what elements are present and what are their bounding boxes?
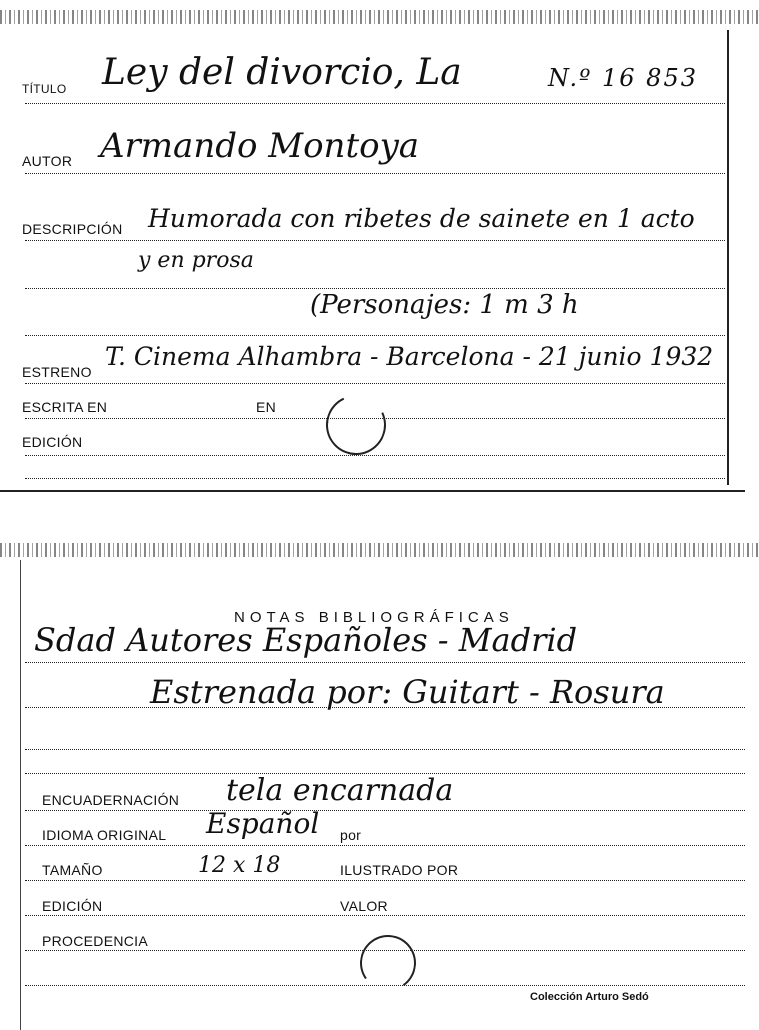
rule-line bbox=[25, 335, 725, 336]
rule-line bbox=[25, 662, 745, 663]
edicion-label: EDICIÓN bbox=[22, 434, 83, 450]
rule-line bbox=[25, 173, 725, 174]
encuadernacion-label: ENCUADERNACIÓN bbox=[42, 792, 180, 808]
titulo-handwritten: Ley del divorcio, La bbox=[102, 52, 462, 93]
scan-noise-bottom bbox=[0, 543, 759, 557]
rule-line bbox=[25, 383, 725, 384]
notes-handwritten-line-1: Sdad Autores Españoles - Madrid bbox=[34, 621, 578, 659]
encuadernacion-handwritten: tela encarnada bbox=[226, 773, 454, 808]
en-label: EN bbox=[256, 399, 277, 415]
idioma-original-label: IDIOMA ORIGINAL bbox=[42, 827, 167, 843]
card-border-left bbox=[20, 560, 21, 1030]
rule-line bbox=[25, 915, 745, 916]
rule-line bbox=[25, 103, 725, 104]
notas-bibliograficas-heading: NOTAS BIBLIOGRÁFICAS bbox=[234, 609, 514, 626]
tamano-label: TAMAÑO bbox=[42, 862, 103, 878]
rule-line bbox=[25, 845, 745, 846]
estreno-label: ESTRENO bbox=[22, 364, 92, 380]
rule-line bbox=[25, 478, 725, 479]
descripcion-label: DESCRIPCIÓN bbox=[22, 221, 123, 237]
scan-noise-top bbox=[0, 10, 759, 24]
escrita-en-label: ESCRITA EN bbox=[22, 399, 108, 415]
descripcion-handwritten-2: y en prosa bbox=[138, 248, 254, 273]
edicion-label-bottom: EDICIÓN bbox=[42, 898, 103, 914]
autor-handwritten: Armando Montoya bbox=[100, 126, 420, 166]
card-border-bottom bbox=[0, 490, 745, 492]
autor-label: AUTOR bbox=[22, 153, 73, 169]
card-border-right bbox=[727, 30, 729, 485]
idioma-handwritten: Español bbox=[206, 807, 320, 840]
tamano-handwritten: 12 x 18 bbox=[198, 853, 281, 878]
rule-line bbox=[25, 810, 745, 811]
notes-handwritten-line-2: Estrenada por: Guitart - Rosura bbox=[150, 673, 665, 711]
stamp-circle-mark bbox=[318, 387, 395, 464]
catalog-card-bottom bbox=[0, 535, 759, 1028]
titulo-label: TÍTULO bbox=[22, 82, 67, 96]
numero-handwritten: N.º 16 853 bbox=[548, 64, 698, 92]
rule-line bbox=[25, 880, 745, 881]
ilustrado-por-label: ILUSTRADO POR bbox=[340, 862, 459, 878]
rule-line bbox=[25, 288, 725, 289]
collection-credit: Colección Arturo Sedó bbox=[530, 991, 649, 1003]
estreno-handwritten: T. Cinema Alhambra - Barcelona - 21 junio 1932 bbox=[105, 342, 714, 371]
rule-line bbox=[25, 749, 745, 750]
valor-label: VALOR bbox=[340, 898, 388, 914]
personajes-handwritten: (Personajes: 1 m 3 h bbox=[310, 290, 579, 320]
rule-line bbox=[25, 240, 725, 241]
descripcion-handwritten: Humorada con ribetes de sainete en 1 acto bbox=[148, 204, 695, 233]
por-label: por bbox=[340, 827, 362, 843]
procedencia-label: PROCEDENCIA bbox=[42, 933, 148, 949]
catalog-card-top bbox=[0, 0, 759, 495]
rule-line bbox=[25, 455, 725, 456]
